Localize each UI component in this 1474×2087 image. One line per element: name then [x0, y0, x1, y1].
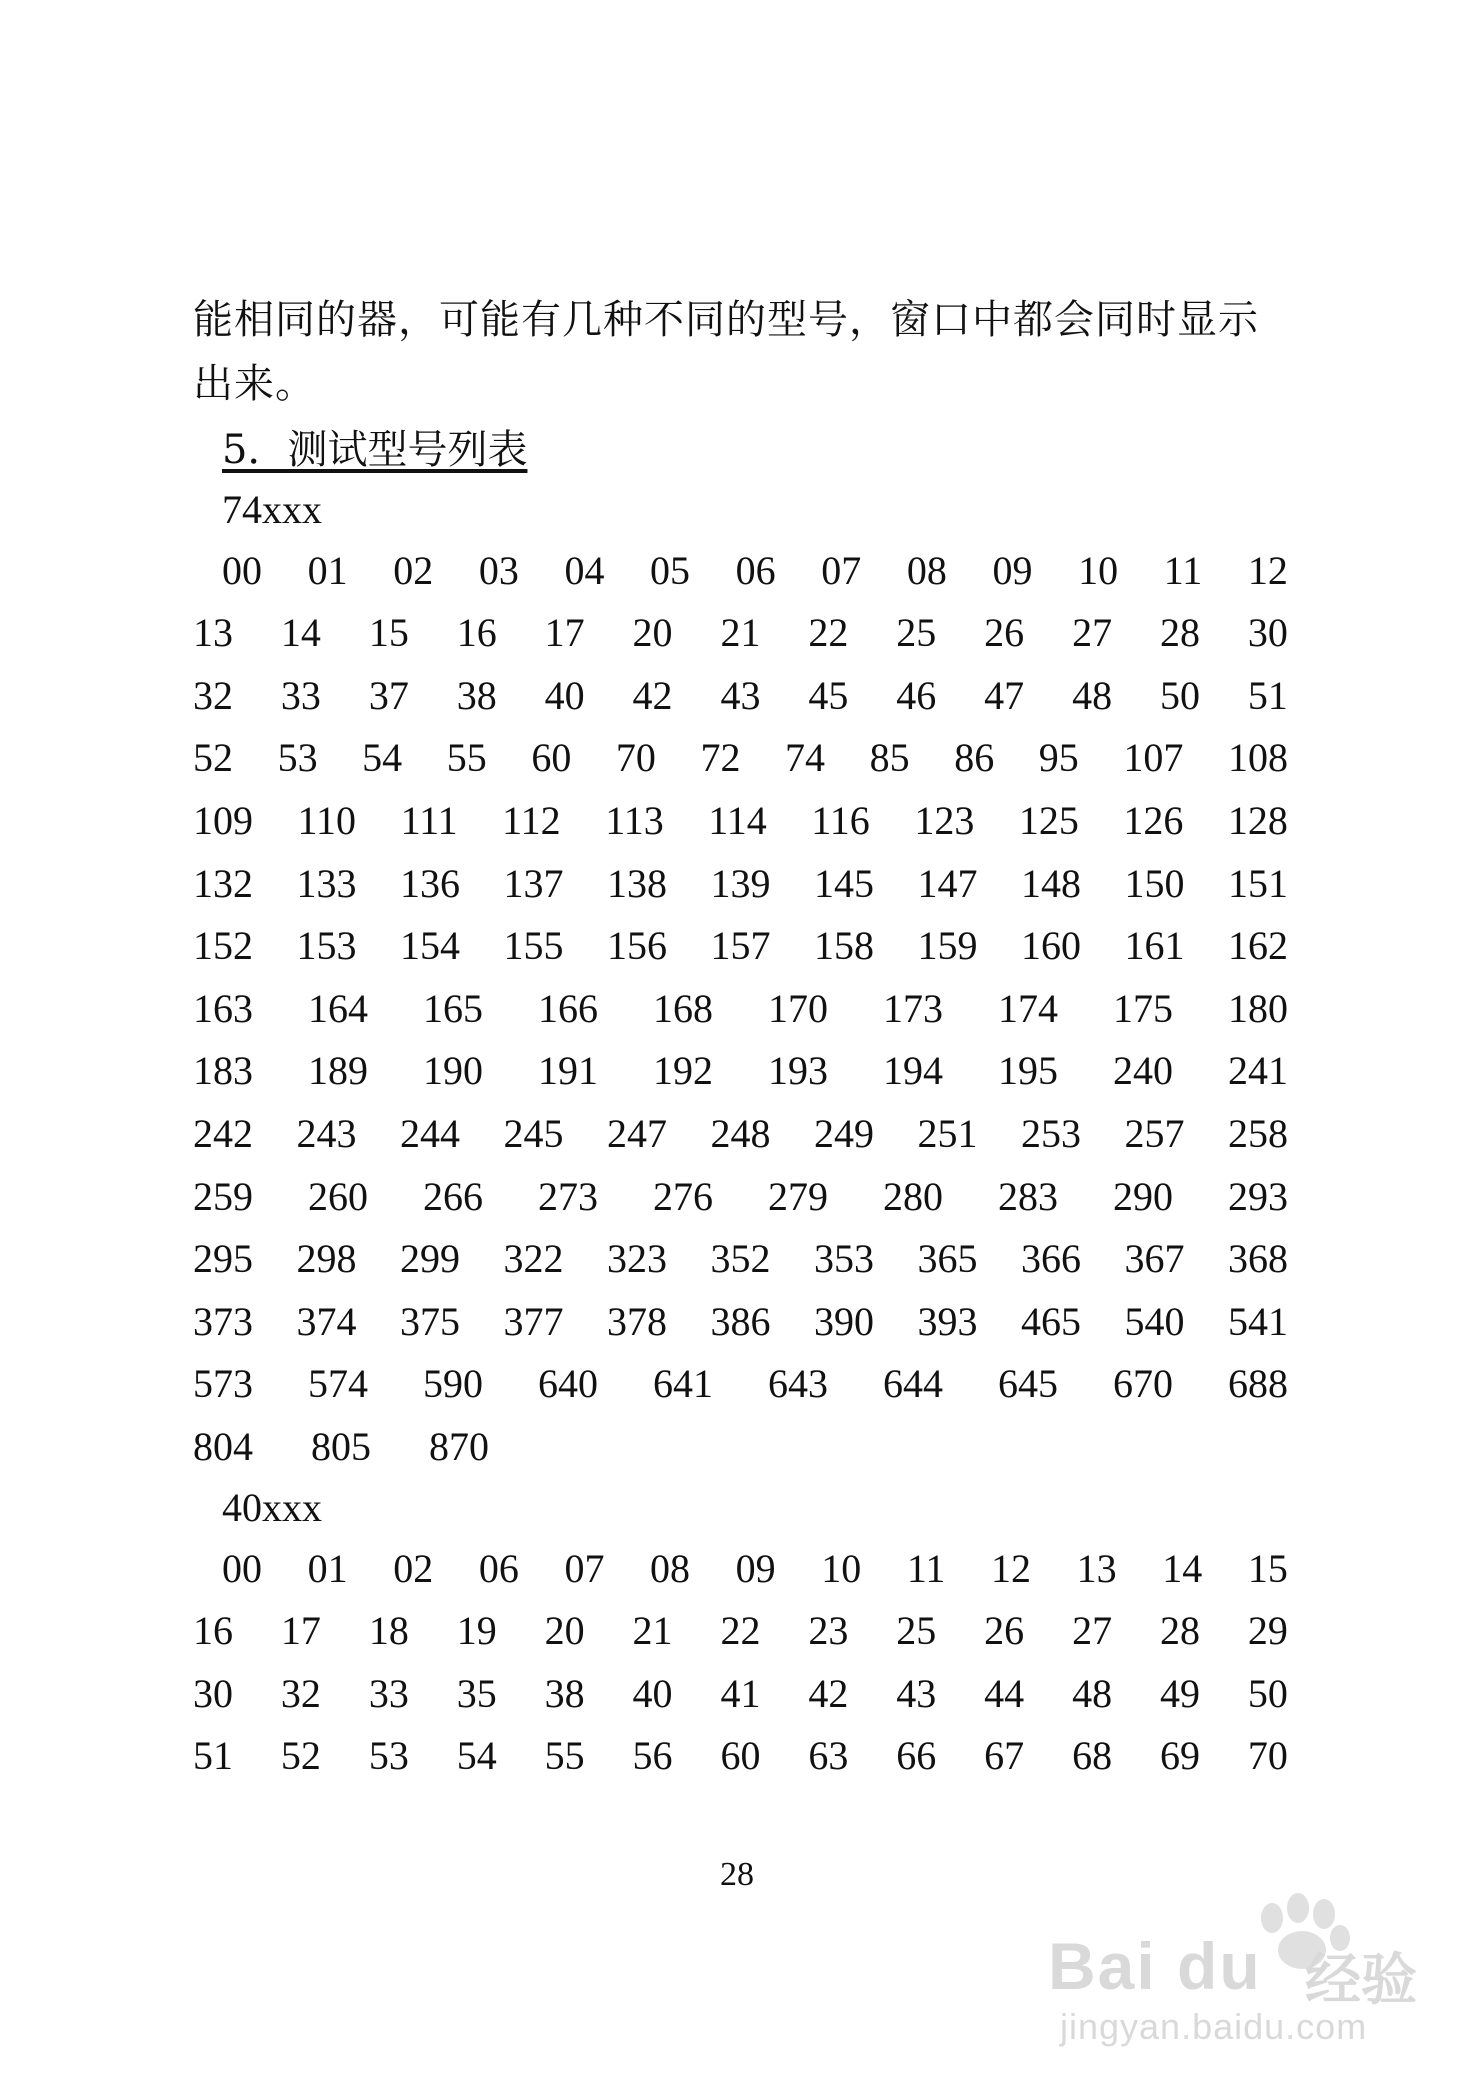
- model-number: 170: [768, 985, 828, 1031]
- model-number: 74: [785, 735, 826, 781]
- model-number: 173: [883, 985, 943, 1031]
- model-number: 28: [1159, 610, 1200, 656]
- model-number: 10: [821, 1545, 862, 1591]
- model-number: 253: [1021, 1110, 1081, 1156]
- model-number: 43: [896, 1670, 937, 1716]
- model-number: 805: [311, 1423, 371, 1469]
- model-number: 29: [1247, 1608, 1288, 1654]
- model-number: 108: [1227, 735, 1288, 781]
- model-number: 180: [1228, 985, 1288, 1031]
- number-row: [193, 978, 1288, 1038]
- model-number: 191: [538, 1048, 598, 1094]
- model-number: 365: [917, 1236, 978, 1282]
- model-number: 48: [1072, 672, 1113, 718]
- model-number: 590: [423, 1361, 483, 1407]
- model-number: 30: [1247, 610, 1288, 656]
- number-row: [222, 1538, 1288, 1598]
- model-number: 86: [954, 735, 995, 781]
- model-number: 373: [193, 1298, 253, 1344]
- model-number: 46: [896, 672, 937, 718]
- model-number: 22: [808, 610, 849, 656]
- model-number: 151: [1228, 860, 1288, 906]
- model-number: 114: [708, 797, 767, 843]
- model-number: 166: [538, 985, 598, 1031]
- model-number: 06: [478, 1545, 519, 1591]
- watermark-suffix: 经验: [1305, 1948, 1417, 2011]
- model-number: 193: [768, 1048, 828, 1094]
- model-number: 541: [1228, 1298, 1288, 1344]
- model-number: 07: [564, 1545, 605, 1591]
- model-number: 42: [808, 1670, 849, 1716]
- model-number: 17: [544, 610, 585, 656]
- model-number: 55: [446, 735, 487, 781]
- model-number: 247: [607, 1110, 667, 1156]
- model-number: 368: [1228, 1236, 1288, 1282]
- model-number: 20: [632, 610, 673, 656]
- model-number: 112: [502, 797, 561, 843]
- model-number: 21: [632, 1608, 673, 1654]
- model-number: 27: [1072, 1608, 1113, 1654]
- model-number: 43: [720, 672, 761, 718]
- model-number: 138: [607, 860, 667, 906]
- model-number: 156: [607, 923, 667, 969]
- model-number: 14: [280, 610, 321, 656]
- number-row: [193, 603, 1288, 663]
- model-number: 00: [222, 547, 262, 593]
- model-number: 30: [193, 1670, 233, 1716]
- model-number: 41: [720, 1670, 761, 1716]
- model-number: 51: [1247, 672, 1288, 718]
- number-row: [222, 540, 1288, 600]
- model-number: 32: [193, 672, 233, 718]
- model-number: 16: [193, 1608, 233, 1654]
- model-number: 33: [368, 1670, 409, 1716]
- number-row: [193, 1229, 1288, 1289]
- model-number: 390: [814, 1298, 874, 1344]
- model-number: 35: [456, 1670, 497, 1716]
- model-number: 153: [296, 923, 357, 969]
- model-number: 47: [984, 672, 1025, 718]
- model-number: 165: [423, 985, 483, 1031]
- model-number: 11: [1163, 547, 1203, 593]
- model-number: 02: [393, 547, 434, 593]
- model-number: 465: [1021, 1298, 1081, 1344]
- number-row: [193, 665, 1288, 725]
- model-number: 123: [914, 797, 975, 843]
- model-number: 640: [538, 1361, 598, 1407]
- model-number: 14: [1162, 1545, 1203, 1591]
- number-row: [193, 1041, 1288, 1101]
- model-number: 15: [368, 610, 409, 656]
- model-number: 03: [478, 547, 519, 593]
- intro-paragraph: [193, 288, 1288, 416]
- model-number: 148: [1021, 860, 1081, 906]
- model-number: 40: [544, 672, 585, 718]
- model-number: 295: [193, 1236, 253, 1282]
- model-number: 195: [998, 1048, 1058, 1094]
- model-number: 377: [503, 1298, 564, 1344]
- model-number: 20: [544, 1608, 585, 1654]
- model-number: 870: [429, 1423, 489, 1469]
- model-number: 40: [632, 1670, 673, 1716]
- model-number: 194: [883, 1048, 943, 1094]
- number-row: [193, 1166, 1288, 1226]
- number-row: [193, 916, 1288, 976]
- model-number: 374: [296, 1298, 357, 1344]
- model-number: 107: [1123, 735, 1184, 781]
- model-number: 257: [1124, 1110, 1185, 1156]
- model-number: 366: [1021, 1236, 1081, 1282]
- model-number: 168: [653, 985, 713, 1031]
- model-number: 375: [400, 1298, 460, 1344]
- model-number: 53: [368, 1733, 409, 1779]
- model-number: 27: [1072, 610, 1113, 656]
- model-number: 02: [393, 1545, 434, 1591]
- model-number: 290: [1113, 1173, 1173, 1219]
- model-number: 51: [193, 1733, 233, 1779]
- model-number: 189: [308, 1048, 368, 1094]
- model-number: 42: [632, 672, 673, 718]
- model-number: 163: [193, 985, 253, 1031]
- model-number: 643: [768, 1361, 828, 1407]
- model-number: 21: [720, 610, 761, 656]
- model-number: 242: [193, 1110, 253, 1156]
- model-number: 243: [296, 1110, 357, 1156]
- model-number: 60: [720, 1733, 761, 1779]
- model-number: 15: [1247, 1545, 1288, 1591]
- model-number: 52: [193, 735, 233, 781]
- model-number: 248: [710, 1110, 771, 1156]
- model-number: 645: [998, 1361, 1058, 1407]
- model-number: 155: [503, 923, 564, 969]
- model-number: 273: [538, 1173, 598, 1219]
- model-number: 12: [1247, 547, 1288, 593]
- model-number: 08: [650, 1545, 691, 1591]
- model-number: 09: [735, 1545, 776, 1591]
- model-number: 378: [607, 1298, 667, 1344]
- model-number: 63: [808, 1733, 849, 1779]
- model-number: 70: [1247, 1733, 1288, 1779]
- model-number: 38: [456, 672, 497, 718]
- model-number: 241: [1228, 1048, 1288, 1094]
- model-number: 01: [307, 547, 348, 593]
- model-number: 12: [991, 1545, 1031, 1591]
- model-number: 279: [768, 1173, 828, 1219]
- model-number: 164: [308, 985, 368, 1031]
- model-number: 244: [400, 1110, 460, 1156]
- model-number: 192: [653, 1048, 713, 1094]
- model-number: 56: [632, 1733, 673, 1779]
- model-number: 44: [984, 1670, 1025, 1716]
- model-number: 125: [1018, 797, 1079, 843]
- model-number: 38: [544, 1670, 585, 1716]
- model-number: 183: [193, 1048, 253, 1094]
- number-row: [193, 1601, 1288, 1661]
- model-number: 190: [423, 1048, 483, 1094]
- model-number: 16: [456, 610, 497, 656]
- model-number: 259: [193, 1173, 253, 1219]
- model-number: 299: [400, 1236, 460, 1282]
- model-number: 644: [883, 1361, 943, 1407]
- intro-text: 能相同的器，可能有几种不同的型号，窗口中都会同时显示出来。: [193, 297, 1259, 407]
- model-number: 50: [1159, 672, 1200, 718]
- model-number: 22: [720, 1608, 761, 1654]
- model-number: 45: [808, 672, 849, 718]
- model-number: 136: [400, 860, 460, 906]
- model-number: 32: [280, 1670, 321, 1716]
- series-title-40xxx: 40xxx: [222, 1485, 322, 1530]
- model-number: 293: [1228, 1173, 1288, 1219]
- watermark: [1040, 1880, 1440, 2060]
- model-number: 258: [1228, 1110, 1288, 1156]
- model-number: 540: [1124, 1298, 1185, 1344]
- model-number: 688: [1228, 1361, 1288, 1407]
- model-number: 55: [544, 1733, 585, 1779]
- model-number: 393: [917, 1298, 978, 1344]
- model-number: 23: [808, 1608, 849, 1654]
- model-number: 11: [906, 1545, 946, 1591]
- number-row: [193, 1103, 1288, 1163]
- model-number: 33: [280, 672, 321, 718]
- model-number: 113: [605, 797, 664, 843]
- model-number: 128: [1227, 797, 1288, 843]
- model-number: 573: [193, 1361, 253, 1407]
- watermark-url: jingyan.baidu.com: [1060, 2006, 1368, 2047]
- model-number: 37: [368, 672, 409, 718]
- model-number: 07: [821, 547, 862, 593]
- model-number: 13: [193, 610, 233, 656]
- model-number: 266: [423, 1173, 483, 1219]
- model-number: 126: [1123, 797, 1184, 843]
- model-number: 280: [883, 1173, 943, 1219]
- model-number: 132: [193, 860, 253, 906]
- model-number: 158: [814, 923, 874, 969]
- model-number: 159: [917, 923, 978, 969]
- model-number: 245: [503, 1110, 564, 1156]
- model-number: 161: [1124, 923, 1185, 969]
- page-number: 28: [720, 1856, 754, 1893]
- model-number: 01: [307, 1545, 348, 1591]
- model-number: 353: [814, 1236, 874, 1282]
- model-number: 137: [503, 860, 564, 906]
- section-heading: 5．测试型号列表: [222, 427, 528, 473]
- model-number: 72: [700, 735, 741, 781]
- model-number: 110: [297, 797, 357, 843]
- model-number: 670: [1113, 1361, 1173, 1407]
- model-number: 240: [1113, 1048, 1173, 1094]
- model-number: 111: [400, 797, 458, 843]
- model-number: 52: [280, 1733, 321, 1779]
- model-number: 05: [650, 547, 691, 593]
- model-number: 323: [607, 1236, 667, 1282]
- model-number: 574: [308, 1361, 368, 1407]
- model-number: 54: [456, 1733, 497, 1779]
- model-number: 386: [710, 1298, 771, 1344]
- model-number: 48: [1072, 1670, 1113, 1716]
- number-row: [193, 1291, 1288, 1351]
- number-row: [193, 1354, 1288, 1414]
- number-row: [193, 1416, 1288, 1476]
- model-number: 154: [400, 923, 460, 969]
- model-number: 116: [811, 797, 870, 843]
- model-number: 49: [1159, 1670, 1200, 1716]
- model-number: 251: [917, 1110, 978, 1156]
- model-number: 160: [1021, 923, 1081, 969]
- model-number: 66: [896, 1733, 937, 1779]
- number-row: [193, 790, 1288, 850]
- model-number: 109: [193, 797, 253, 843]
- model-number: 152: [193, 923, 253, 969]
- model-number: 18: [368, 1608, 409, 1654]
- model-number: 174: [998, 985, 1058, 1031]
- number-row: [193, 853, 1288, 913]
- model-number: 13: [1076, 1545, 1117, 1591]
- model-number: 249: [814, 1110, 874, 1156]
- model-number: 25: [896, 1608, 937, 1654]
- model-number: 276: [653, 1173, 713, 1219]
- model-number: 157: [710, 923, 771, 969]
- model-number: 322: [503, 1236, 564, 1282]
- model-number: 352: [710, 1236, 771, 1282]
- model-number: 04: [564, 547, 605, 593]
- number-row: [193, 1726, 1288, 1786]
- model-number: 147: [917, 860, 978, 906]
- model-number: 298: [296, 1236, 357, 1282]
- model-number: 804: [193, 1423, 253, 1469]
- model-number: 95: [1038, 735, 1079, 781]
- watermark-brand: Bai du: [1048, 1929, 1262, 2003]
- model-number: 06: [735, 547, 776, 593]
- model-number: 139: [710, 860, 771, 906]
- model-number: 69: [1159, 1733, 1200, 1779]
- model-number: 26: [984, 1608, 1025, 1654]
- model-number: 67: [984, 1733, 1025, 1779]
- model-number: 260: [308, 1173, 368, 1219]
- model-number: 70: [615, 735, 656, 781]
- series-title-74xxx: 74xxx: [222, 487, 322, 532]
- model-number: 26: [984, 610, 1025, 656]
- model-number: 10: [1078, 547, 1119, 593]
- model-number: 60: [531, 735, 572, 781]
- model-number: 367: [1124, 1236, 1185, 1282]
- model-number: 175: [1113, 985, 1173, 1031]
- model-number: 28: [1159, 1608, 1200, 1654]
- model-number: 53: [277, 735, 318, 781]
- model-number: 17: [280, 1608, 321, 1654]
- model-number: 09: [992, 547, 1033, 593]
- model-number: 08: [906, 547, 947, 593]
- model-number: 150: [1124, 860, 1185, 906]
- model-number: 25: [896, 610, 937, 656]
- model-number: 162: [1228, 923, 1288, 969]
- number-row: [193, 1663, 1288, 1723]
- model-number: 19: [456, 1608, 497, 1654]
- model-number: 641: [653, 1361, 713, 1407]
- model-number: 68: [1072, 1733, 1113, 1779]
- number-row: [193, 728, 1288, 788]
- model-number: 50: [1247, 1670, 1288, 1716]
- model-number: 133: [296, 860, 357, 906]
- model-number: 00: [222, 1545, 262, 1591]
- model-number: 54: [362, 735, 403, 781]
- model-number: 145: [814, 860, 874, 906]
- model-number: 85: [869, 735, 910, 781]
- model-number: 283: [998, 1173, 1058, 1219]
